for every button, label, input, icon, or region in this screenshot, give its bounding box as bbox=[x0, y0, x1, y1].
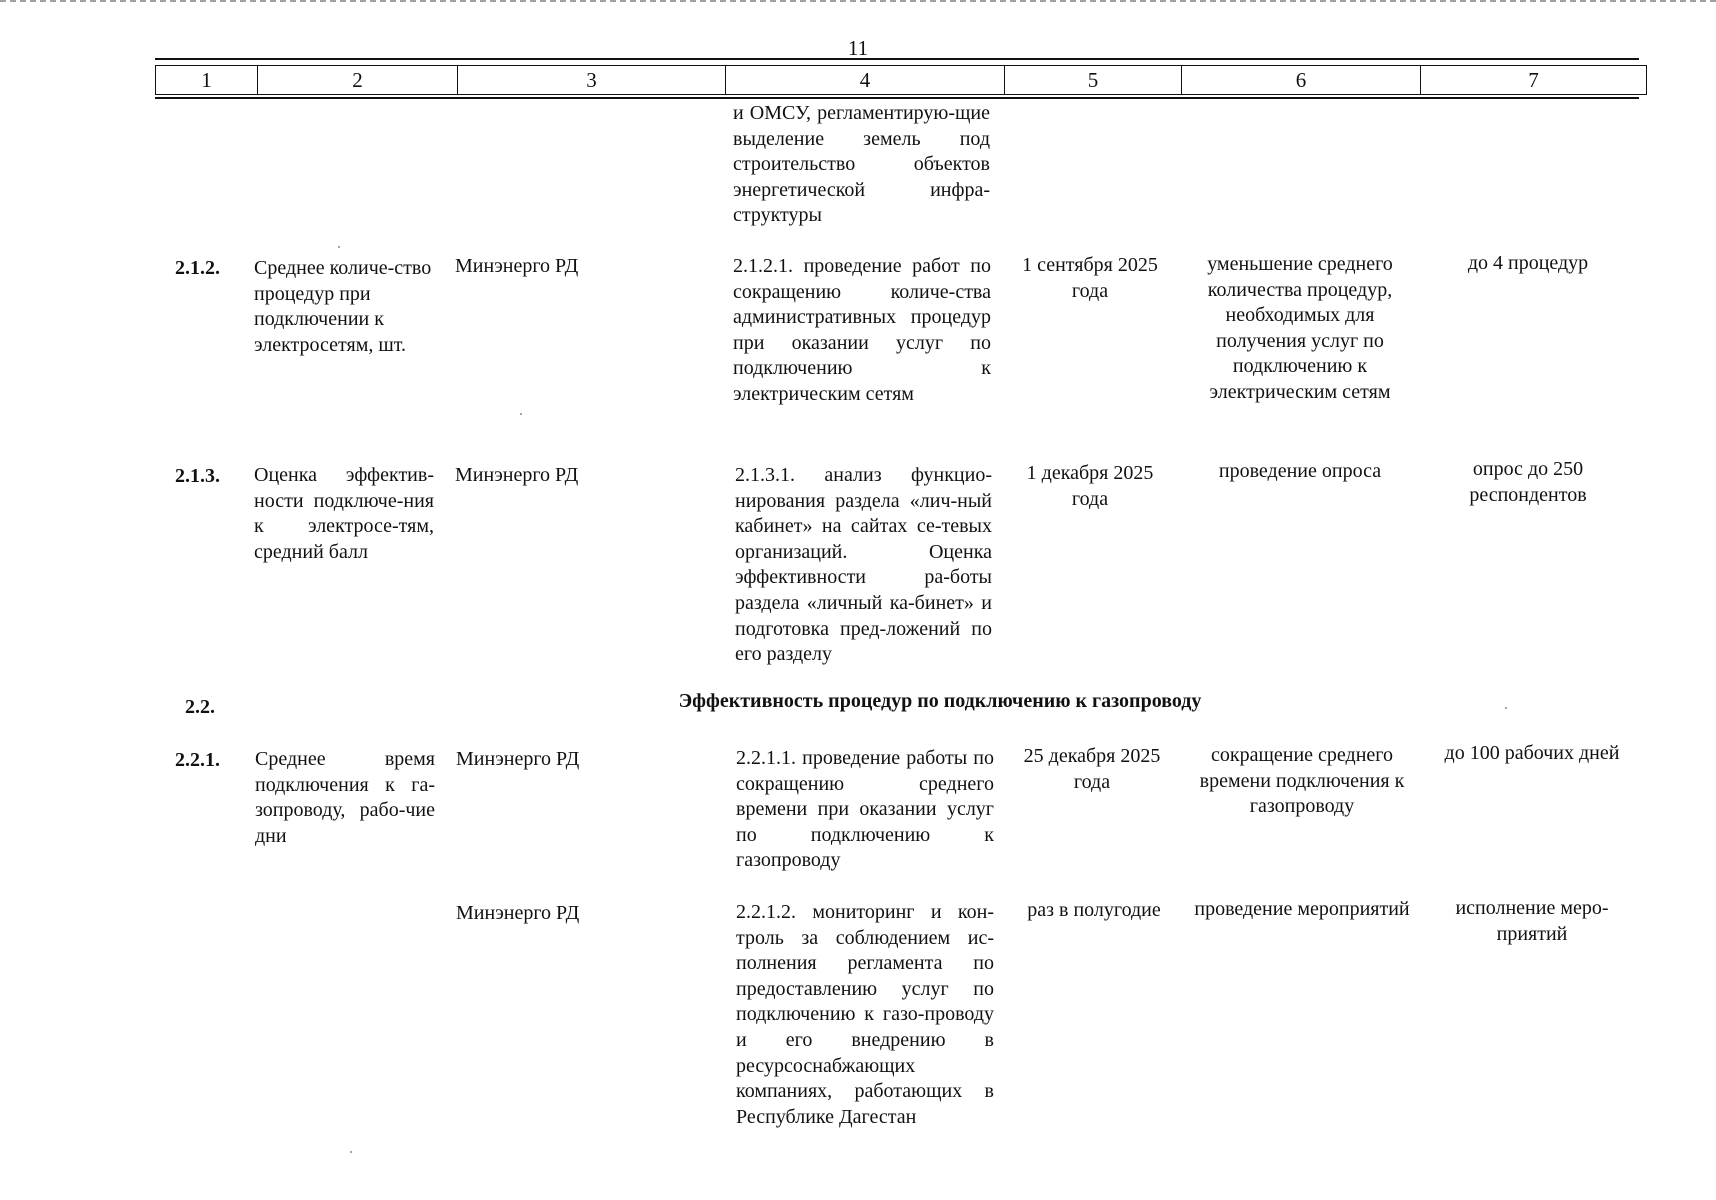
header-col-3: 3 bbox=[458, 66, 726, 95]
target-cell: до 4 процедур bbox=[1467, 252, 1589, 274]
deadline-cell: 25 декабря 2025 года bbox=[1023, 745, 1161, 793]
row-number: 2.1.2. bbox=[175, 257, 220, 279]
continued-measure-text: и ОМСУ, регламентирую-щие выделение земель под строительство объектов энергетической инфра-структуры bbox=[733, 102, 990, 227]
deadline-cell: раз в полугодие bbox=[1027, 899, 1161, 921]
column-number-header bbox=[155, 65, 1647, 95]
measure-cell: 2.2.1.1. проведение работы по сокращению среднего времени при оказании услуг по подключению к газопроводу bbox=[736, 747, 994, 872]
measure-cell: 2.1.3.1. анализ функцио-нирования раздела «лич-ный кабинет» на сайтах се-тевых организаций. Оценка эффективности ра-боты раздела «личный ка-бинет» и подготовка пред-ложений по его разделу bbox=[735, 464, 992, 666]
scan-speck bbox=[1505, 707, 1507, 709]
measure-cell: 2.2.1.2. мониторинг и кон-троль за соблюдением ис-полнения регламента по предоставлению услуг по подключению к газо-проводу и его внедрению в ресурсоснабжающих компаниях, работающих в Республике Дагестан bbox=[736, 901, 994, 1128]
executor-cell: Минэнерго РД bbox=[455, 464, 579, 486]
executor-cell: Минэнерго РД bbox=[456, 902, 580, 924]
section-title: Эффективность процедур по подключению к газопроводу bbox=[678, 690, 1202, 712]
scan-speck bbox=[338, 246, 340, 248]
executor-cell: Минэнерго РД bbox=[455, 255, 579, 277]
header-col-6: 6 bbox=[1182, 66, 1421, 95]
header-col-4: 4 bbox=[726, 66, 1005, 95]
scan-speck bbox=[520, 413, 522, 415]
header-col-1: 1 bbox=[156, 66, 258, 95]
deadline-cell: 1 декабря 2025 года bbox=[1026, 462, 1154, 510]
indicator-cell: Оценка эффектив-ности подключе-ния к электросе-тям, средний балл bbox=[254, 464, 434, 563]
header-col-7: 7 bbox=[1421, 66, 1647, 95]
header-col-2: 2 bbox=[258, 66, 458, 95]
indicator-cell: Среднее количе-ство процедур при подключении к электросетям, шт. bbox=[254, 257, 432, 356]
scan-edge bbox=[0, 0, 1716, 8]
result-cell: уменьшение среднего количества процедур, необходимых для получения услуг по подключению к электрическим сетям bbox=[1207, 253, 1393, 403]
page-number: 11 bbox=[847, 36, 869, 60]
target-cell: исполнение меро-приятий bbox=[1455, 897, 1609, 945]
deadline-cell: 1 сентября 2025 года bbox=[1022, 254, 1158, 302]
section-number: 2.2. bbox=[185, 696, 215, 718]
result-cell: сокращение среднего времени подключения к газопроводу bbox=[1199, 744, 1405, 818]
header-col-5: 5 bbox=[1005, 66, 1182, 95]
header-bottom-rule bbox=[155, 97, 1639, 99]
measure-cell: 2.1.2.1. проведение работ по сокращению количе-ства административных процедур при оказании услуг по подключению к электрическим сетям bbox=[733, 255, 991, 405]
header-top-rule bbox=[155, 58, 1639, 60]
row-number: 2.1.3. bbox=[175, 465, 220, 487]
executor-cell: Минэнерго РД bbox=[456, 748, 580, 770]
target-cell: до 100 рабочих дней bbox=[1444, 742, 1620, 764]
indicator-cell: Среднее время подключения к га-зопроводу, рабо-чие дни bbox=[255, 748, 435, 847]
result-cell: проведение опроса bbox=[1218, 460, 1382, 482]
row-number: 2.2.1. bbox=[175, 749, 220, 771]
scan-speck bbox=[350, 1151, 352, 1153]
target-cell: опрос до 250 респондентов bbox=[1469, 458, 1587, 506]
result-cell: проведение мероприятий bbox=[1194, 898, 1410, 920]
